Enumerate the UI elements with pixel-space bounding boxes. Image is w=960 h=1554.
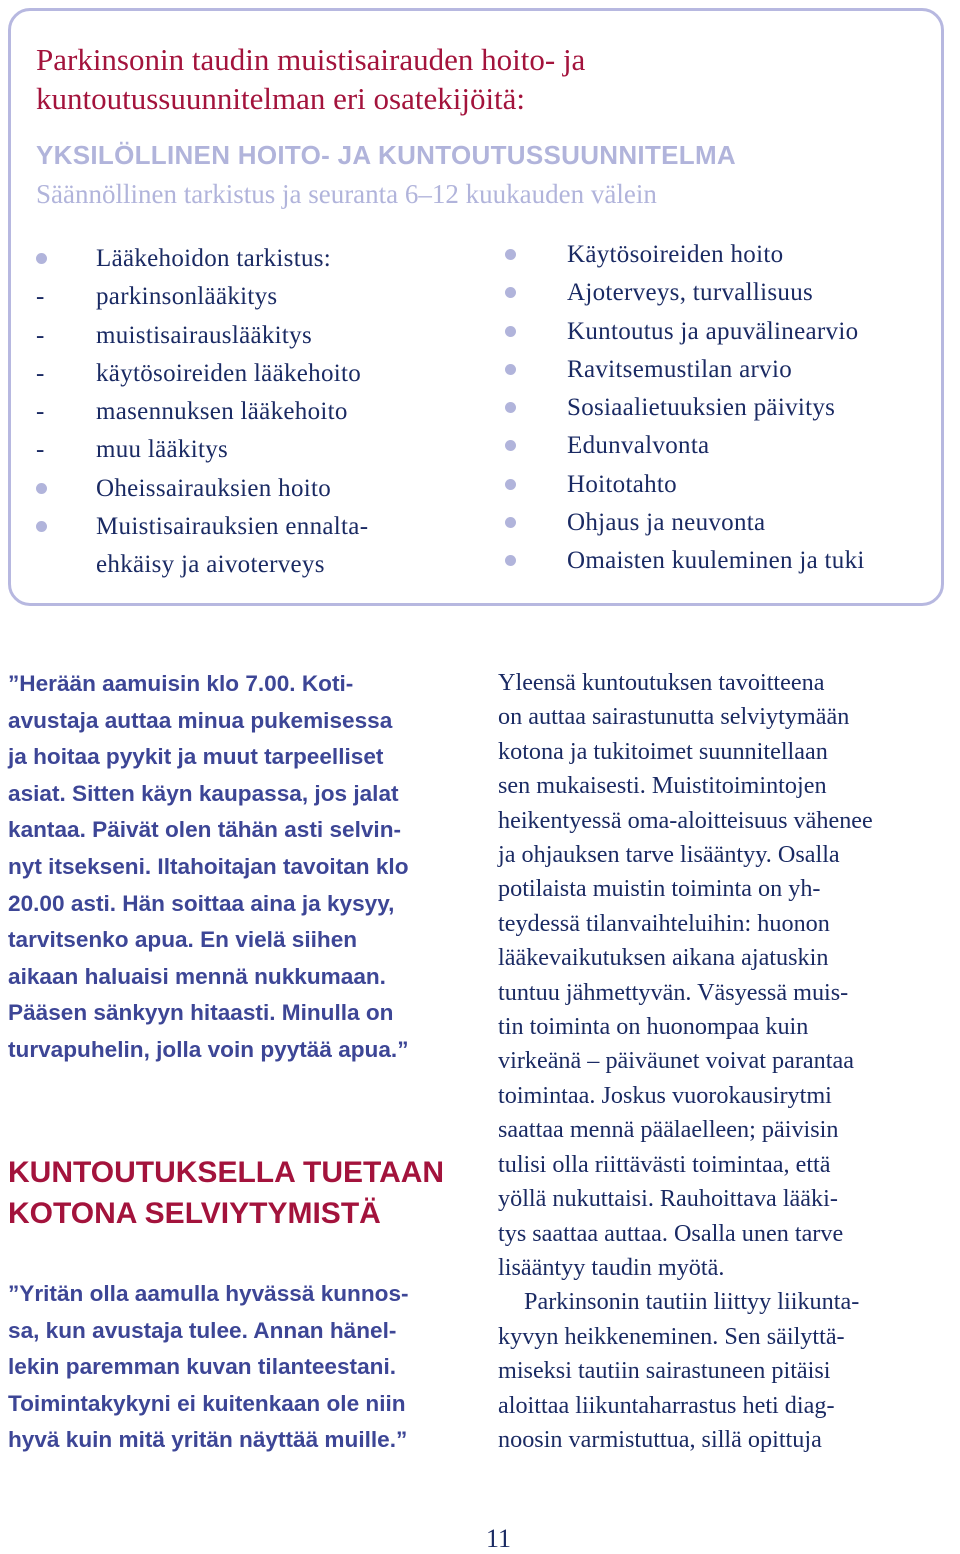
bullet-icon	[505, 326, 516, 337]
page-number: 11	[486, 1524, 512, 1553]
text-line: lekin paremman kuvan tilanteestani.	[8, 1354, 396, 1380]
body-paragraph	[498, 666, 953, 1285]
text-line: kotona ja tukitoimet suunnitellaan	[498, 737, 828, 765]
list-item-text: Ajoterveys, turvallisuus	[567, 279, 814, 307]
bullet-icon	[505, 249, 516, 260]
text-line: on auttaa sairastunutta selviytymään	[498, 703, 850, 731]
text-line: Toimintakykyni ei kuitenkaan ole niin	[8, 1390, 406, 1416]
text-line: aloittaa liikuntaharrastus heti diag-	[498, 1391, 835, 1419]
list-item-text: Oheissairauksien hoito	[96, 474, 332, 502]
list-item	[505, 504, 945, 542]
list-item	[505, 351, 945, 389]
list-item	[36, 508, 456, 546]
section-title	[8, 1152, 478, 1234]
list-item	[36, 317, 456, 355]
text-line: Parkinsonin tautiin liittyy liikunta-	[524, 1288, 860, 1316]
list-item-text: muistisairauslääkitys	[96, 321, 312, 349]
text-line: miseksi tautiin sairastuneen pitäisi	[498, 1357, 831, 1385]
list-item-text: Käytösoireiden hoito	[567, 241, 784, 268]
text-line: teydessä tilanvaihteluihin: huonon	[498, 909, 830, 937]
text-line: virkeänä – päiväunet voivat parantaa	[498, 1047, 854, 1075]
text-line: tulisi olla riittävästi toimintaa, että	[498, 1150, 831, 1178]
text-line: lääkevaikutuksen aikana ajatuskin	[498, 944, 829, 972]
list-item-text: masennuksen lääkehoito	[96, 398, 348, 426]
box-title	[36, 40, 916, 118]
text-line: turvapuhelin, jolla voin pyytää apua.”	[8, 1036, 409, 1062]
text-line: Yleensä kuntoutuksen tavoitteena	[498, 669, 825, 696]
list-dash: -	[36, 436, 45, 464]
list-item-text: Ohjaus ja neuvonta	[567, 509, 766, 537]
list-item	[36, 278, 456, 316]
text-line: lisääntyy taudin myötä.	[498, 1253, 725, 1281]
bullet-icon	[505, 440, 516, 451]
text-line: Pääsen sänkyyn hitaasti. Minulla on	[8, 1000, 394, 1026]
bullet-icon	[36, 253, 47, 264]
review-interval-text: Säännöllinen tarkistus ja seuranta 6–12 kuukauden välein	[36, 179, 657, 209]
text-line: ”Herään aamuisin klo 7.00. Koti-	[8, 671, 354, 696]
list-item-text: ehkäisy ja aivoterveys	[96, 551, 325, 579]
bullet-icon	[505, 479, 516, 490]
list-dash: -	[36, 398, 45, 426]
list-dash: -	[36, 321, 45, 349]
list-item-text: Edunvalvonta	[567, 432, 710, 460]
list-item-text: Lääkehoidon tarkistus:	[96, 245, 332, 272]
list-item	[505, 466, 945, 504]
text-line: aikaan haluaisi mennä nukkumaan.	[8, 963, 386, 989]
box-title-line: kuntoutussuunnitelman eri osatekijöitä:	[36, 81, 526, 116]
text-line: sa, kun avustaja tulee. Annan hänel-	[8, 1317, 397, 1343]
patient-quote-condition	[8, 1276, 468, 1459]
text-line: tin toiminta on huonompaa kuin	[498, 1013, 809, 1041]
body-paragraph	[498, 1285, 953, 1457]
text-line: nyt itsekseni. Iltahoitajan tavoitan klo	[8, 853, 409, 879]
text-line: avustaja auttaa minua pukemisessa	[8, 707, 393, 733]
list-item-text: parkinsonlääkitys	[96, 283, 278, 311]
list-item	[505, 542, 945, 580]
body-text	[498, 666, 953, 1457]
text-line: kantaa. Päivät olen tähän asti selvin-	[8, 817, 402, 843]
list-item	[36, 470, 456, 508]
text-line: heikentyessä oma-aloitteisuus vähenee	[498, 806, 873, 834]
text-line: ja ohjauksen tarve lisääntyy. Osalla	[498, 841, 840, 869]
list-item-text: Hoitotahto	[567, 470, 677, 498]
text-line: toimintaa. Joskus vuorokausirytmi	[498, 1081, 832, 1109]
care-topics-list	[505, 236, 945, 581]
text-line: sen mukaisesti. Muistitoimintojen	[498, 772, 827, 800]
text-line: kyvyn heikkeneminen. Sen säilyttä-	[498, 1322, 845, 1350]
text-line: ”Yritän olla aamulla hyvässä kunnos-	[8, 1281, 409, 1306]
text-line: potilaista muistin toiminta on yh-	[498, 875, 821, 903]
list-item-text: käytösoireiden lääkehoito	[96, 359, 362, 387]
text-line: ja hoitaa pyykit ja muut tarpeelliset	[8, 744, 384, 770]
text-line: asiat. Sitten käyn kaupassa, jos jalat	[8, 780, 399, 806]
list-item-text: Ravitsemustilan arvio	[567, 355, 793, 383]
section-title-line: KUNTOUTUKSELLA TUETAAN	[8, 1156, 445, 1189]
bullet-icon	[505, 402, 516, 413]
list-dash: -	[36, 359, 45, 387]
text-line: hyvä kuin mitä yritän näyttää muille.”	[8, 1427, 408, 1453]
text-line: 20.00 asti. Hän soittaa aina ja kysyy,	[8, 890, 395, 916]
list-item	[36, 546, 456, 584]
list-item-text: Kuntoutus ja apuvälinearvio	[567, 317, 859, 345]
section-title-line: KOTONA SELVIYTYMISTÄ	[8, 1197, 381, 1230]
bullet-icon	[505, 364, 516, 375]
list-item-text: Sosiaalietuuksien päivitys	[567, 394, 836, 422]
list-item	[36, 431, 456, 469]
text-line: noosin varmistuttua, sillä opittuja	[498, 1425, 822, 1453]
list-dash: -	[36, 283, 45, 311]
list-item	[505, 427, 945, 465]
text-line: yöllä nukuttaisi. Rauhoittava lääki-	[498, 1185, 838, 1213]
list-item	[505, 274, 945, 312]
list-item-text: Muistisairauksien ennalta-	[96, 513, 369, 541]
list-item	[505, 236, 945, 274]
list-item	[36, 355, 456, 393]
bullet-icon	[505, 517, 516, 528]
box-title-line: Parkinsonin taudin muistisairauden hoito- ja	[36, 42, 586, 77]
medication-checklist	[36, 240, 456, 585]
list-item	[505, 313, 945, 351]
list-item	[36, 393, 456, 431]
text-line: saattaa mennä päälaelleen; päivisin	[498, 1116, 839, 1144]
text-line: tys saattaa auttaa. Osalla unen tarve	[498, 1219, 844, 1247]
text-line: tuntuu jähmettyvän. Väsyessä muis-	[498, 978, 849, 1006]
bullet-icon	[505, 555, 516, 566]
bullet-icon	[36, 521, 47, 532]
list-item-text: muu lääkitys	[96, 436, 229, 464]
list-item	[36, 240, 456, 278]
bullet-icon	[505, 287, 516, 298]
text-line: tarvitsenko apua. En vielä siihen	[8, 927, 358, 953]
bullet-icon	[36, 483, 47, 494]
patient-quote-morning	[8, 666, 468, 1069]
list-item-text: Omaisten kuuleminen ja tuki	[567, 547, 865, 575]
list-item	[505, 389, 945, 427]
plan-subheading: YKSILÖLLINEN HOITO- JA KUNTOUTUSSUUNNITELMA	[36, 140, 736, 170]
